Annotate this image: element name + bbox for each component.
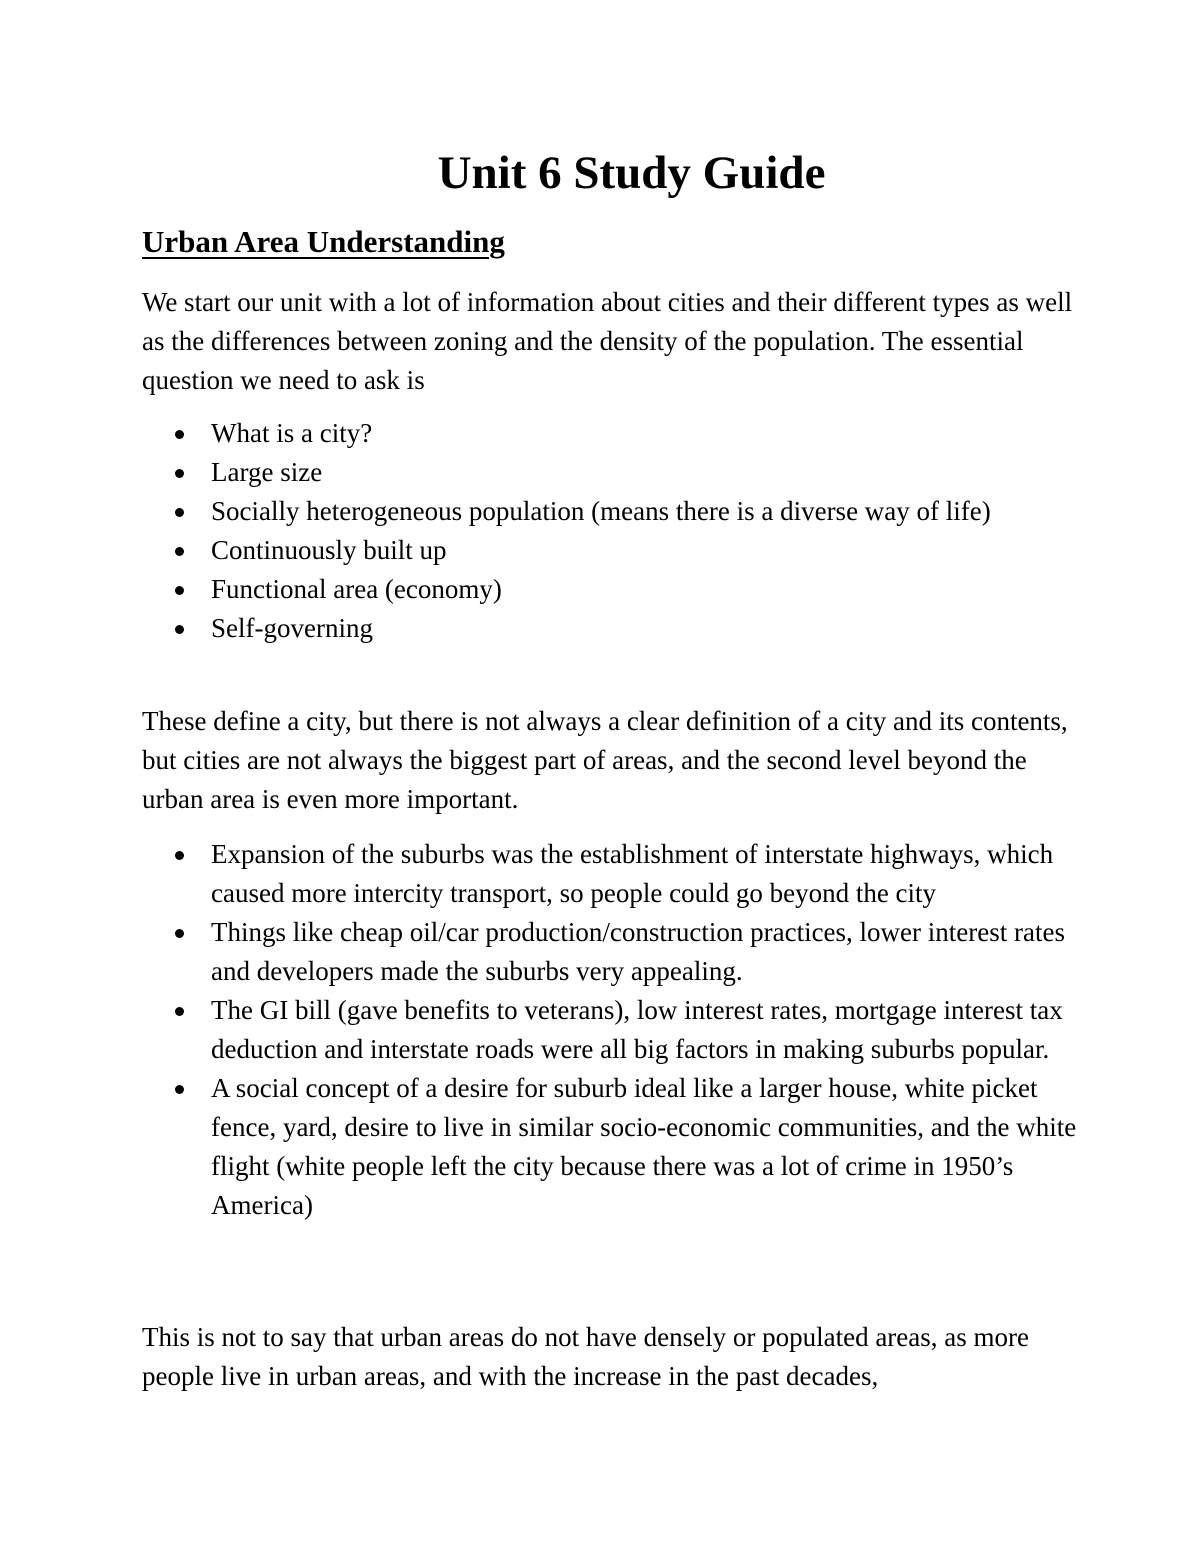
intro-paragraph: We start our unit with a lot of information about cities and their different types as well as the differences between zoning and the density of the population. The essential question we need to ask is bbox=[142, 287, 1073, 395]
bullet-icon bbox=[175, 625, 184, 634]
list-item-text: Socially heterogeneous population (means there is a diverse way of life) bbox=[211, 496, 991, 526]
list-item bbox=[142, 570, 1082, 609]
list-item-text: The GI bill (gave benefits to veterans), low interest rates, mortgage interest tax deduction and interstate roads were all big factors in making suburbs popular. bbox=[211, 995, 1063, 1064]
suburb-points-list bbox=[142, 835, 1082, 1225]
bullet-icon bbox=[175, 586, 184, 595]
list-item bbox=[142, 609, 1082, 648]
closing-paragraph: This is not to say that urban areas do not have densely or populated areas, as more people live in urban areas, and with the increase in the past decades, bbox=[142, 1322, 1029, 1391]
list-item-text: Self-governing bbox=[211, 613, 373, 643]
list-item bbox=[142, 531, 1082, 570]
list-item-text: Expansion of the suburbs was the establishment of interstate highways, which caused more intercity transport, so people could go beyond the city bbox=[211, 839, 1054, 908]
city-criteria-list bbox=[142, 414, 1082, 648]
list-item bbox=[142, 453, 1082, 492]
bullet-icon bbox=[175, 1085, 184, 1094]
bullet-icon bbox=[175, 469, 184, 478]
bullet-icon bbox=[175, 1007, 184, 1016]
list-item-text: Continuously built up bbox=[211, 535, 447, 565]
bullet-icon bbox=[175, 508, 184, 517]
list-item-text: A social concept of a desire for suburb ideal like a larger house, white picket fence, yard, desire to live in similar socio-economic communities, and the white flight (white people left the city because there was a lot of crime in 1950’s America) bbox=[211, 1073, 1077, 1220]
list-item-text: Functional area (economy) bbox=[211, 574, 502, 604]
list-item-text: Large size bbox=[211, 457, 323, 487]
list-item bbox=[142, 414, 1082, 453]
list-item bbox=[142, 1069, 1082, 1225]
definition-paragraph: These define a city, but there is not always a clear definition of a city and its contents, but cities are not always the biggest part of areas, and the second level beyond the urban area is even more important. bbox=[142, 706, 1068, 814]
section-heading: Urban Area Understanding bbox=[142, 224, 505, 259]
list-item-text: Things like cheap oil/car production/construction practices, lower interest rates and developers made the suburbs very appealing. bbox=[211, 917, 1065, 986]
list-item bbox=[142, 492, 1082, 531]
bullet-icon bbox=[175, 547, 184, 556]
list-item-text: What is a city? bbox=[211, 418, 373, 448]
bullet-icon bbox=[175, 929, 184, 938]
list-item bbox=[142, 913, 1082, 991]
list-item bbox=[142, 991, 1082, 1069]
document-title: Unit 6 Study Guide bbox=[437, 147, 826, 199]
bullet-icon bbox=[175, 851, 184, 860]
list-item bbox=[142, 835, 1082, 913]
bullet-icon bbox=[175, 430, 184, 439]
